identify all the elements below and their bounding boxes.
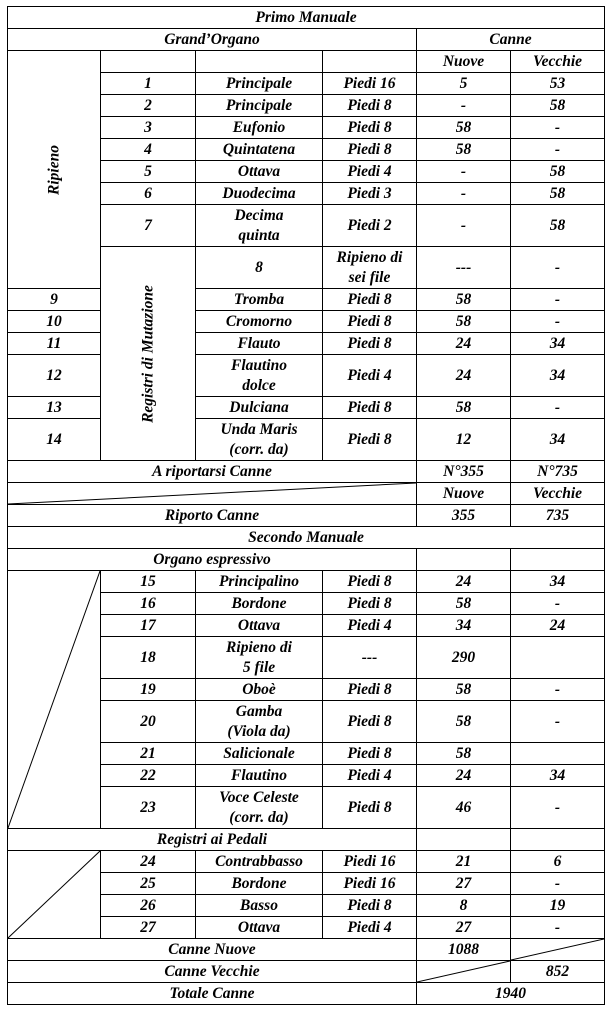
stop-feet: Piedi 8 <box>323 593 417 615</box>
stop-number: 25 <box>101 873 196 895</box>
stop-number: 19 <box>101 679 196 701</box>
diagonal-line <box>8 483 416 504</box>
stop-vecchie: - <box>511 873 605 895</box>
stop-vecchie: - <box>511 311 605 333</box>
carry-over-header-row <box>8 483 605 505</box>
stop-vecchie: 58 <box>511 205 605 247</box>
stop-feet: Piedi 8 <box>323 701 417 743</box>
stop-vecchie: 19 <box>511 895 605 917</box>
stop-feet: Piedi 8 <box>323 743 417 765</box>
col-nuove-header: Nuove <box>417 483 511 505</box>
stop-number: 26 <box>101 895 196 917</box>
stop-name: Ottava <box>196 917 323 939</box>
header-row <box>8 29 605 51</box>
canne-vecchie-value: 852 <box>511 961 605 983</box>
stop-number: 20 <box>101 701 196 743</box>
stop-feet: Piedi 8 <box>323 679 417 701</box>
total-row <box>8 983 605 1005</box>
canne-nuove-value: 1088 <box>417 939 511 961</box>
stop-number: 5 <box>101 161 196 183</box>
stop-feet: Piedi 8 <box>323 95 417 117</box>
riporto-vecchie: 735 <box>511 505 605 527</box>
diagonal-line <box>511 939 604 960</box>
stop-vecchie: 58 <box>511 95 605 117</box>
stop-feet: Piedi 8 <box>323 397 417 419</box>
stop-number: 7 <box>101 205 196 247</box>
stop-number: 4 <box>101 139 196 161</box>
stop-feet: Piedi 8 <box>323 311 417 333</box>
stop-name: Duodecima <box>196 183 323 205</box>
stop-feet: Piedi 4 <box>323 615 417 637</box>
stop-feet: Piedi 2 <box>323 205 417 247</box>
grand-organo-heading: Grand’Organo <box>8 29 417 51</box>
stop-feet: Piedi 8 <box>323 117 417 139</box>
a-riportarsi-label: A riportarsi Canne <box>8 461 417 483</box>
stop-nuove: - <box>417 205 511 247</box>
stop-row <box>8 289 605 311</box>
stop-nuove: 34 <box>417 615 511 637</box>
pedali-heading: Registri ai Pedali <box>8 829 417 851</box>
stop-feet: Piedi 16 <box>323 73 417 95</box>
stop-number: 11 <box>8 333 101 355</box>
diagonal-line <box>8 571 100 828</box>
stop-feet: Piedi 8 <box>323 419 417 461</box>
stop-name: Voce Celeste (corr. da) <box>196 787 323 829</box>
header-row <box>8 7 605 29</box>
col-vecchie-header: Vecchie <box>511 51 605 73</box>
stop-number: 15 <box>101 571 196 593</box>
subheader-row <box>8 51 605 73</box>
stop-number: 9 <box>8 289 101 311</box>
stop-vecchie: - <box>511 117 605 139</box>
stop-vecchie: 53 <box>511 73 605 95</box>
stop-nuove: - <box>417 183 511 205</box>
stop-row <box>8 419 605 461</box>
stop-name: Quintatena <box>196 139 323 161</box>
diagonal-strike-cell <box>511 939 605 961</box>
col-vecchie-header: Vecchie <box>511 483 605 505</box>
stop-feet: Piedi 8 <box>323 787 417 829</box>
total-row <box>8 961 605 983</box>
canne-nuove-label: Canne Nuove <box>8 939 417 961</box>
stop-feet: Piedi 8 <box>323 289 417 311</box>
stop-name: Ottava <box>196 161 323 183</box>
riporto-label: Riporto Canne <box>8 505 417 527</box>
stop-vecchie: 58 <box>511 161 605 183</box>
stop-nuove: 21 <box>417 851 511 873</box>
stop-feet: Piedi 8 <box>323 333 417 355</box>
stop-number: 21 <box>101 743 196 765</box>
stop-vecchie: 34 <box>511 419 605 461</box>
stop-name: Tromba <box>196 289 323 311</box>
empty-cell <box>196 51 323 73</box>
riporto-row <box>8 505 605 527</box>
stop-nuove: - <box>417 95 511 117</box>
primo-manuale-title: Primo Manuale <box>8 7 605 29</box>
stop-name: Ottava <box>196 615 323 637</box>
carry-over-row <box>8 461 605 483</box>
header-row <box>8 527 605 549</box>
stop-nuove: 8 <box>417 895 511 917</box>
stop-name: Unda Maris (corr. da) <box>196 419 323 461</box>
stop-number: 27 <box>101 917 196 939</box>
diagonal-strike-cell <box>8 851 101 939</box>
stop-number: 22 <box>101 765 196 787</box>
organo-espressivo-heading: Organo espressivo <box>8 549 417 571</box>
stop-feet: Piedi 8 <box>323 895 417 917</box>
stop-name: Salicionale <box>196 743 323 765</box>
riporto-nuove: 355 <box>417 505 511 527</box>
stop-row <box>8 571 605 593</box>
stop-number: 6 <box>101 183 196 205</box>
stop-name: Flautino <box>196 765 323 787</box>
stop-name: Ripieno di 5 file <box>196 637 323 679</box>
stop-feet: Piedi 16 <box>323 851 417 873</box>
stop-vecchie: 6 <box>511 851 605 873</box>
stop-row <box>8 851 605 873</box>
canne-heading: Canne <box>417 29 605 51</box>
stop-row <box>8 333 605 355</box>
a-riportarsi-nuove: N°355 <box>417 461 511 483</box>
diagonal-line <box>8 851 100 938</box>
stop-nuove: 58 <box>417 679 511 701</box>
stop-feet: Piedi 8 <box>323 571 417 593</box>
stop-nuove: 58 <box>417 701 511 743</box>
stop-feet: Piedi 4 <box>323 765 417 787</box>
organ-specification-document <box>7 6 604 1005</box>
stop-nuove: 24 <box>417 333 511 355</box>
stop-name: Principale <box>196 95 323 117</box>
stop-name: Basso <box>196 895 323 917</box>
stop-name: Oboè <box>196 679 323 701</box>
stop-vecchie: - <box>511 139 605 161</box>
stop-number: 8 <box>196 247 323 289</box>
diagonal-line <box>417 961 510 982</box>
stop-nuove: - <box>417 161 511 183</box>
stop-name: Bordone <box>196 593 323 615</box>
stop-name: Ripieno di sei file <box>323 247 417 289</box>
stop-feet: --- <box>323 637 417 679</box>
totale-canne-value: 1940 <box>417 983 605 1005</box>
stop-number: 10 <box>8 311 101 333</box>
stop-name: Bordone <box>196 873 323 895</box>
secondo-manuale-title: Secondo Manuale <box>8 527 605 549</box>
stop-feet: Piedi 16 <box>323 873 417 895</box>
stop-nuove: 27 <box>417 873 511 895</box>
stop-number: 1 <box>101 73 196 95</box>
empty-cell <box>101 51 196 73</box>
stop-row <box>8 311 605 333</box>
a-riportarsi-vecchie: N°735 <box>511 461 605 483</box>
stop-name: Decima quinta <box>196 205 323 247</box>
stop-vecchie: 34 <box>511 333 605 355</box>
stop-number: 23 <box>101 787 196 829</box>
ripieno-group-label: Ripieno <box>8 51 101 289</box>
stop-feet: Piedi 4 <box>323 355 417 397</box>
stop-nuove: 24 <box>417 765 511 787</box>
stop-vecchie: - <box>511 397 605 419</box>
stop-row <box>8 355 605 397</box>
organ-stops-table <box>7 6 605 1005</box>
mutazione-group-label: Registri di Mutazione <box>101 247 196 461</box>
stop-name: Eufonio <box>196 117 323 139</box>
stop-vecchie: 34 <box>511 765 605 787</box>
stop-feet: Piedi 4 <box>323 917 417 939</box>
empty-cell <box>511 549 605 571</box>
stop-feet: Piedi 3 <box>323 183 417 205</box>
stop-nuove: 24 <box>417 571 511 593</box>
stop-nuove: 24 <box>417 355 511 397</box>
empty-cell <box>417 829 511 851</box>
stop-vecchie: - <box>511 787 605 829</box>
stop-nuove: - <box>511 247 605 289</box>
stop-nuove: 290 <box>417 637 511 679</box>
stop-vecchie: - <box>511 917 605 939</box>
stop-nuove: 58 <box>417 593 511 615</box>
stop-number: 17 <box>101 615 196 637</box>
stop-nuove: 27 <box>417 917 511 939</box>
stop-vecchie: 34 <box>511 571 605 593</box>
stop-nuove: 58 <box>417 289 511 311</box>
stop-nuove: 58 <box>417 117 511 139</box>
stop-feet: Piedi 8 <box>323 139 417 161</box>
empty-cell <box>417 549 511 571</box>
stop-name: Principale <box>196 73 323 95</box>
header-row <box>8 829 605 851</box>
stop-vecchie: 34 <box>511 355 605 397</box>
stop-nuove: 58 <box>417 397 511 419</box>
header-row <box>8 549 605 571</box>
stop-number: 24 <box>101 851 196 873</box>
stop-name: Contrabbasso <box>196 851 323 873</box>
stop-nuove: 5 <box>417 73 511 95</box>
stop-nuove: 46 <box>417 787 511 829</box>
stop-nuove: 12 <box>417 419 511 461</box>
stop-number: 13 <box>8 397 101 419</box>
stop-number: 2 <box>101 95 196 117</box>
total-row <box>8 939 605 961</box>
empty-cell <box>323 51 417 73</box>
stop-vecchie: - <box>511 593 605 615</box>
col-nuove-header: Nuove <box>417 51 511 73</box>
stop-vecchie: 58 <box>511 183 605 205</box>
stop-name: Flautino dolce <box>196 355 323 397</box>
stop-vecchie: - <box>511 679 605 701</box>
stop-number: 16 <box>101 593 196 615</box>
diagonal-strike-cell <box>417 961 511 983</box>
stop-nuove: 58 <box>417 743 511 765</box>
stop-vecchie: - <box>511 701 605 743</box>
canne-vecchie-label: Canne Vecchie <box>8 961 417 983</box>
stop-name: Flauto <box>196 333 323 355</box>
diagonal-strike-cell <box>8 483 417 505</box>
stop-number: 12 <box>8 355 101 397</box>
stop-row <box>8 397 605 419</box>
diagonal-strike-cell <box>8 571 101 829</box>
empty-cell <box>511 829 605 851</box>
stop-vecchie: 24 <box>511 615 605 637</box>
stop-feet: Piedi 4 <box>323 161 417 183</box>
stop-number: 3 <box>101 117 196 139</box>
stop-vecchie <box>511 743 605 765</box>
stop-number: 14 <box>8 419 101 461</box>
stop-feet: --- <box>417 247 511 289</box>
stop-name: Cromorno <box>196 311 323 333</box>
stop-name: Principalino <box>196 571 323 593</box>
stop-vecchie <box>511 637 605 679</box>
stop-name: Gamba (Viola da) <box>196 701 323 743</box>
stop-nuove: 58 <box>417 311 511 333</box>
stop-number: 18 <box>101 637 196 679</box>
totale-canne-label: Totale Canne <box>8 983 417 1005</box>
stop-nuove: 58 <box>417 139 511 161</box>
stop-vecchie: - <box>511 289 605 311</box>
stop-name: Dulciana <box>196 397 323 419</box>
